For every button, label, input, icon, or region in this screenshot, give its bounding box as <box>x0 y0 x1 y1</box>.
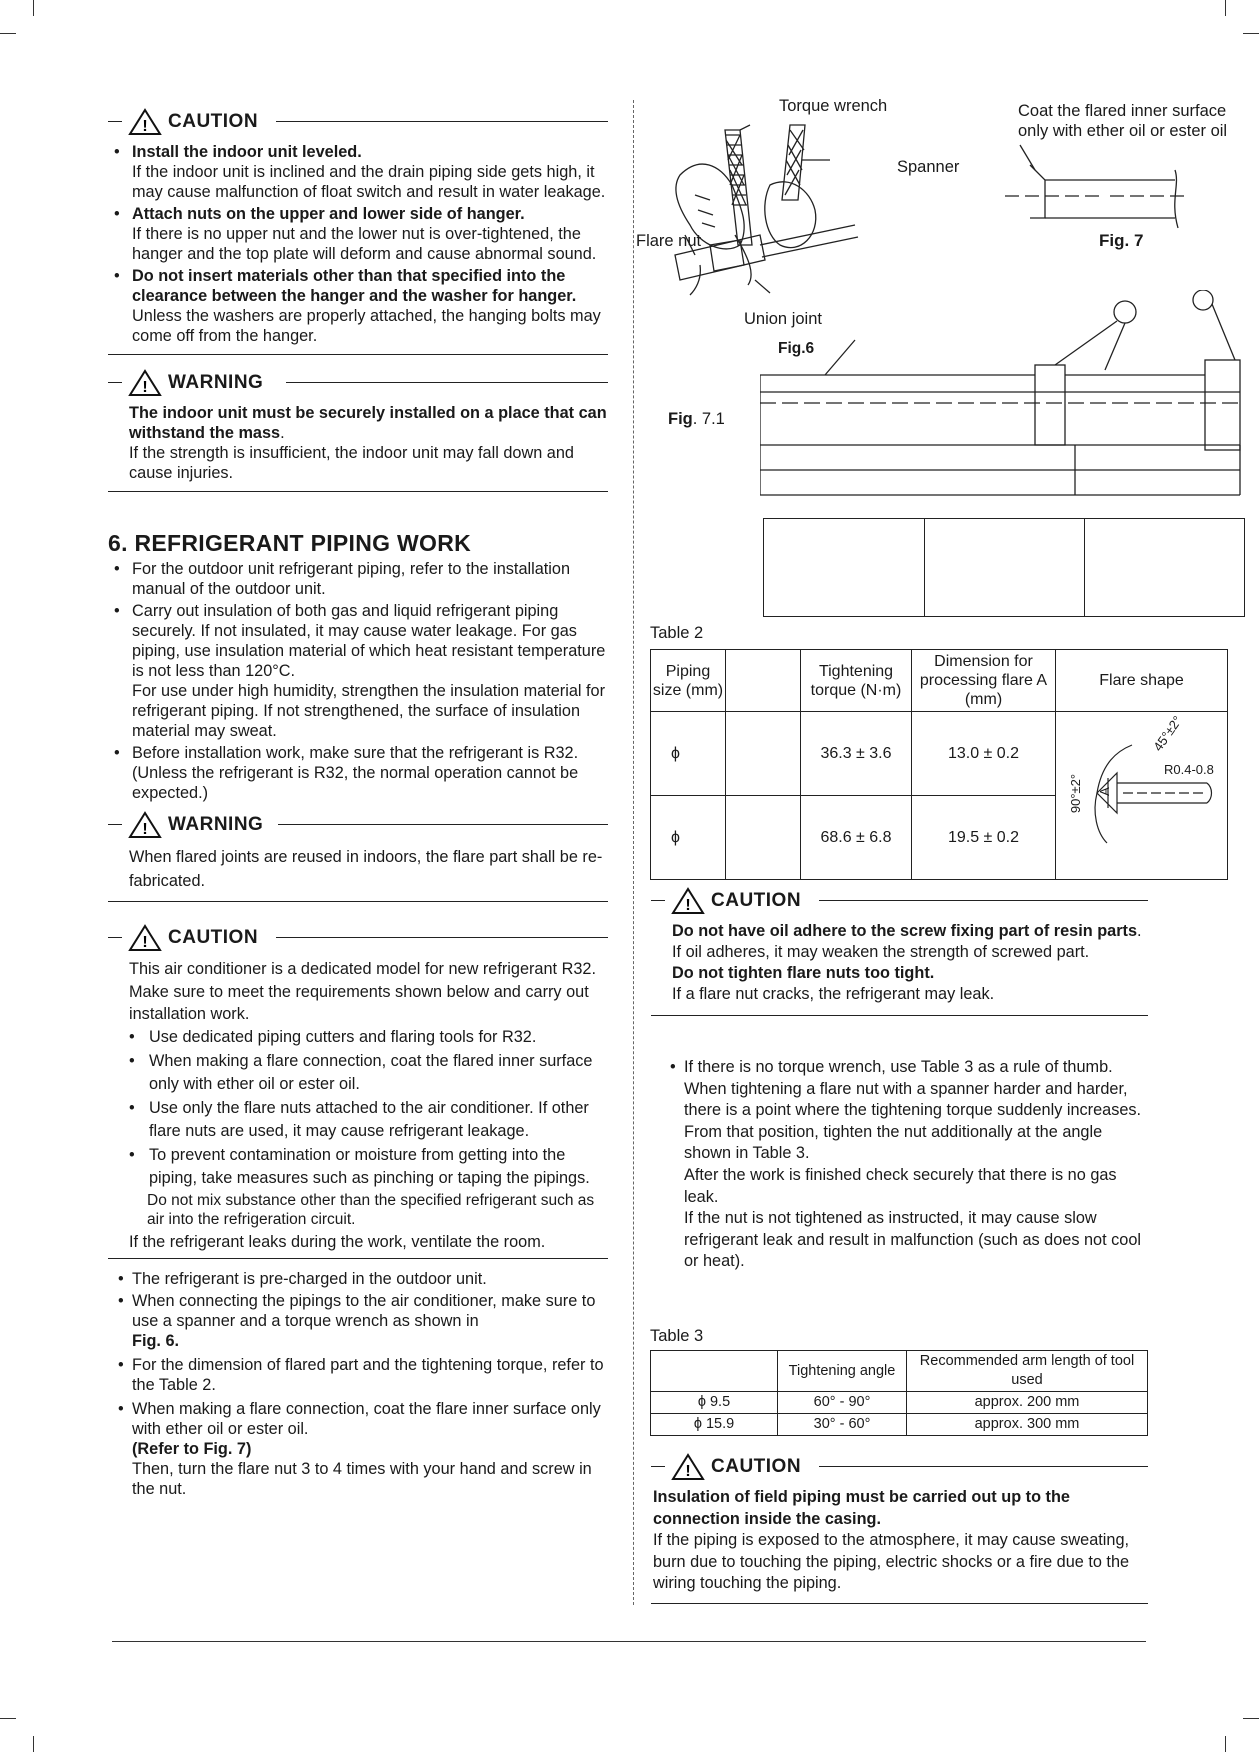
list-item: • For the dimension of flared part and the tightening torque, refer to the Table 2. <box>118 1356 604 1394</box>
spanner-label: Spanner <box>897 158 960 176</box>
warning-title: WARNING <box>168 814 264 835</box>
section-title: 6. REFRIGERANT PIPING WORK <box>108 530 472 556</box>
crop-mark <box>0 1718 16 1719</box>
caution-title: CAUTION <box>168 927 259 948</box>
list-item: • Use only the flare nuts attached to the air conditioner. If other flare nuts are used, it may cause refrigerant leakage. <box>129 1099 589 1140</box>
flare-shape-cell: 45°±2° R0.4-0.8 90°±2° A <box>1056 712 1228 880</box>
warning-triangle-icon <box>128 108 162 136</box>
caution-header <box>651 887 1148 915</box>
table-header: Tightening angle <box>778 1351 907 1392</box>
divider <box>651 1603 1148 1604</box>
warning-body: The indoor unit must be securely installed on a place that can withstand the mass. If the strength is insufficient, the indoor unit may fall down and cause injuries. <box>129 404 607 482</box>
divider <box>108 901 608 902</box>
list-item: • Carry out insulation of both gas and liquid refrigerant piping securely. If not insulated, it may cause water leakage. For gas piping, use insulation material of which heat resistant temperature is not less than 120°C. For use under high humidity, strengthen the insulation material for refrigerant piping. If not strengthened, the surface of insulation material may sweat. <box>114 602 606 740</box>
list-item: • The refrigerant is pre-charged in the outdoor unit. <box>118 1270 487 1288</box>
fig71-label: Fig. 7.1 <box>668 410 725 428</box>
list-item: • For the outdoor unit refrigerant piping, refer to the installation manual of the outdoor unit. <box>114 560 571 598</box>
left-column <box>108 108 608 1501</box>
fig71-illustration <box>760 290 1250 500</box>
table-row: ϕ 9.5 60° - 90° approx. 200 mm <box>651 1392 1148 1414</box>
svg-text:!: ! <box>142 379 148 396</box>
crop-mark <box>1243 1718 1259 1719</box>
caution-title: CAUTION <box>711 890 802 911</box>
list-item: • When making a flare connection, coat the flared inner surface only with ether oil or ester oil. <box>129 1052 593 1093</box>
svg-text:!: ! <box>142 821 148 838</box>
crop-mark <box>1225 0 1226 16</box>
list-item: • To prevent contamination or moisture from getting into the piping, take measures such as pinching or taping the pipings. <box>129 1146 590 1187</box>
warning-title: WARNING <box>168 372 264 393</box>
list-item: • Install the indoor unit leveled. If the indoor unit is inclined and the drain piping side gets high, it may cause malfunction of float switch and result in water leakage. <box>114 143 606 201</box>
caution-title: CAUTION <box>711 1456 802 1477</box>
crop-mark <box>1243 33 1259 34</box>
table-row: ϕ 15.9 30° - 60° approx. 300 mm <box>651 1414 1148 1436</box>
crop-mark <box>33 0 34 16</box>
divider <box>651 1015 1148 1016</box>
section-body <box>108 559 608 803</box>
svg-text:!: ! <box>142 118 148 135</box>
flare-nut-label: Flare nut <box>636 232 702 250</box>
table3-caption: Table 3 <box>650 1327 704 1345</box>
table-header: Recommended arm length of tool used <box>907 1351 1148 1392</box>
torque-note <box>668 1057 1148 1275</box>
crop-mark <box>33 1736 34 1752</box>
warning-triangle-icon <box>671 1453 705 1481</box>
table-header <box>651 1351 778 1392</box>
list-item: • When making a flare connection, coat the flare inner surface only with ether oil or ester oil. (Refer to Fig. 7) Then, turn the flare nut 3 to 4 times with your hand and screw in the nut. <box>118 1400 601 1498</box>
list-item: • Attach nuts on the upper and lower side of hanger. If there is no upper nut and the lower nut is over-tightened, the hanger and the top plate will deform and cause abnormal sound. <box>114 205 597 263</box>
table-header: Dimension for processing flare A (mm) <box>912 650 1056 712</box>
svg-text:!: ! <box>685 1463 691 1480</box>
crop-mark <box>1225 1736 1226 1752</box>
divider <box>108 1258 608 1259</box>
fig7-label: Fig. 7 <box>1099 231 1144 250</box>
list-item: • Before installation work, make sure that the refrigerant is R32. (Unless the refrigerant is R32, the normal operation cannot be expected.) <box>114 744 579 802</box>
caution4-block <box>651 1453 1148 1604</box>
table2-caption: Table 2 <box>650 624 704 642</box>
warning-header <box>108 369 608 397</box>
union-joint-label: Union joint <box>744 310 822 328</box>
caution3-block <box>651 887 1148 1016</box>
caution-title: CAUTION <box>168 111 259 132</box>
list-item: • Do not insert materials other than that specified into the clearance between the hanger and the washer for hanger. Unless the washers are properly attached, the hanging bolts may come off from the hanger. <box>114 267 601 345</box>
table-header: Tightening torque (N·m) <box>801 650 912 712</box>
divider <box>108 354 608 355</box>
table3 <box>650 1350 1148 1436</box>
fig7-illustration <box>1000 140 1200 230</box>
footer-rule <box>112 1641 1146 1642</box>
svg-text:!: ! <box>685 897 691 914</box>
torque-wrench-label: Torque wrench <box>779 97 888 115</box>
table-header: Piping size (mm) <box>651 650 726 712</box>
fig6-label: Fig.6 <box>778 340 815 357</box>
warning-triangle-icon <box>671 887 705 915</box>
list-item: • When connecting the pipings to the air conditioner, make sure to use a spanner and a torque wrench as shown in Fig. 6. <box>118 1292 596 1350</box>
warning-header <box>108 811 608 839</box>
crop-mark <box>0 33 16 34</box>
bottom-notes <box>108 1269 608 1499</box>
caution-header <box>108 108 608 136</box>
warning-triangle-icon <box>128 811 162 839</box>
warning-body: When flared joints are reused in indoors, the flare part shall be re-fabricated. <box>129 848 603 890</box>
list-item: • Use dedicated piping cutters and flaring tools for R32. <box>129 1027 537 1046</box>
caution-body: This air conditioner is a dedicated model for new refrigerant R32. Make sure to meet the requirements shown below and carry out installation work. • Use dedicated piping cutters and flaring tools for R32. • When making a flare connection, coat the flared inner surface only with ether oil or ester oil. • Use only the flare nuts attached to the air conditioner. If other flare nuts are used, it may cause refrigerant leakage. • To prevent contamination or moisture from getting into the piping, take measures such as pinching or taping the pipings. Do not mix substance other than the specified refrigerant such as air into the refrigeration circuit. If the refrigerant leaks during the work, ventilate the room. <box>108 958 608 1252</box>
table-header: Flare shape <box>1056 650 1228 712</box>
caution-body: Do not have oil adhere to the screw fixing part of resin parts. If oil adheres, it may weaken the strength of screwed part. Do not tighten flare nuts too tight. If a flare nut cracks, the refrigerant may leak. <box>672 922 1142 1003</box>
caution-body: Insulation of field piping must be carried out up to the connection inside the casing. If the piping is exposed to the atmosphere, it may cause sweating, burn due to touching the piping, electric shocks or a fire due to the wiring touching the piping. <box>653 1488 1130 1593</box>
blank-box <box>763 518 1245 617</box>
table-row: ϕ 36.3 ± 3.6 13.0 ± 0.2 45°±2° R0.4-0.8 90°±2° A <box>651 712 1228 796</box>
table2 <box>650 649 1228 880</box>
divider <box>108 491 608 492</box>
warning-triangle-icon <box>128 369 162 397</box>
warning-triangle-icon <box>128 924 162 952</box>
table-row: ϕ 68.6 ± 6.8 19.5 ± 0.2 <box>651 796 1228 880</box>
caution-header <box>651 1453 1148 1481</box>
svg-text:!: ! <box>142 934 148 951</box>
coat-note: Coat the flared inner surface only with ether oil or ester oil <box>1018 102 1228 140</box>
caution-header <box>108 924 608 952</box>
table-header <box>726 650 801 712</box>
list-item: • If there is no torque wrench, use Table 3 as a rule of thumb. When tightening a flare nut with a spanner harder and harder, there is a point where the tightening torque suddenly increases. From that position, tighten the nut additionally at the angle shown in Table 3. After the work is finished check securely that there is no gas leak. If the nut is not tightened as instructed, it may cause slow refrigerant leak and result in malfunction (such as does not cool or heat). <box>670 1058 1142 1271</box>
caution-body <box>108 142 608 346</box>
column-divider <box>633 100 634 1605</box>
